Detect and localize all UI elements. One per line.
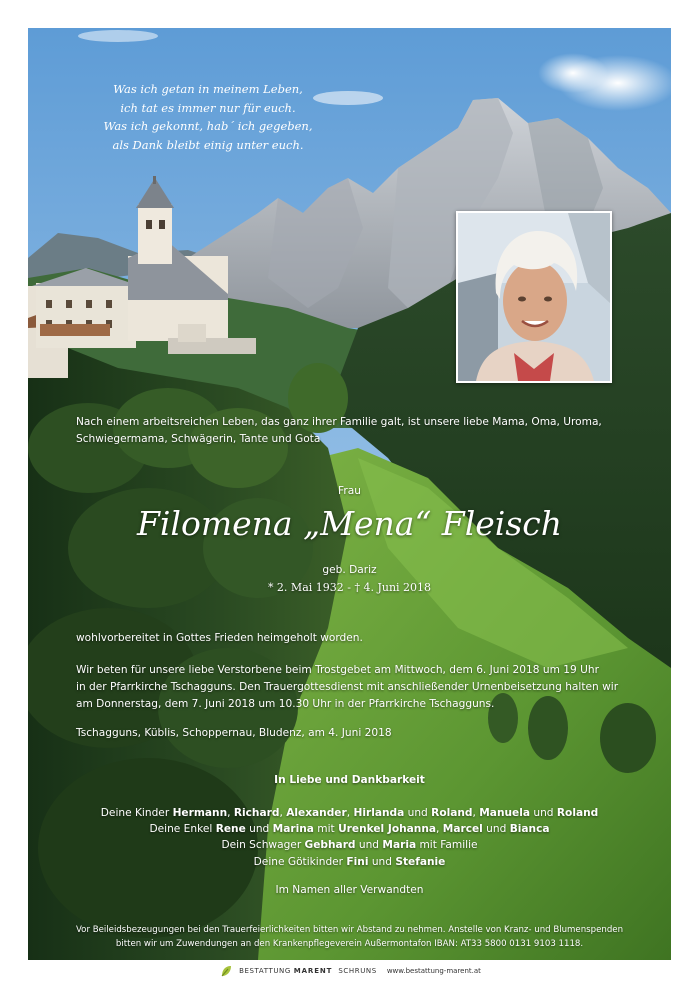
poem-line: Was ich getan in meinem Leben,: [113, 82, 303, 96]
life-dates: * 2. Mai 1932 - † 4. Juni 2018: [267, 581, 432, 594]
obituary-card: [28, 28, 671, 960]
funeral-home-footer: [0, 962, 700, 980]
place-and-date: Tschagguns, Küblis, Schoppernau, Bludenz, am 4. Juni 2018: [76, 727, 392, 739]
godchildren-line: Deine Götikinder Fini und Stefanie: [253, 855, 446, 868]
children-line: Deine Kinder Hermann, Richard, Alexander, Hirlanda und Roland, Manuela und Roland: [100, 807, 599, 819]
leaf-logo-icon: [219, 964, 233, 978]
brand-name: BESTATTUNG MARENT: [239, 967, 333, 975]
grandchildren-line: Deine Enkel Rene und Marina mit Urenkel Johanna, Marcel und Bianca: [149, 823, 550, 836]
portrait-photo: [456, 211, 612, 383]
closing-line: Im Namen aller Verwandten: [275, 884, 424, 896]
service-line: Wir beten für unsere liebe Verstorbene beim Trostgebet am Mittwoch, dem 6. Juni 2018 um 19 Uhr: [76, 664, 599, 676]
heimgeholt-text: wohlvorbereitet in Gottes Frieden heimgeholt worden.: [76, 632, 363, 644]
service-line: am Donnerstag, dem 7. Juni 2018 um 10.30 Uhr in der Pfarrkirche Tschagguns.: [76, 698, 495, 710]
intro-text: Nach einem arbeitsreichen Leben, das ganz ihrer Familie galt, ist unsere liebe Mama, Oma, Uroma, Schwiegermama, Schwägerin, Tante und Gota: [76, 416, 602, 445]
family-mourners: [28, 805, 671, 870]
service-line: in der Pfarrkirche Tschagguns. Den Trauergottesdienst mit anschließender Urnenbeisetzung halten wir: [76, 681, 619, 693]
website-link[interactable]: www.bestattung-marent.at: [386, 967, 481, 975]
service-details: [76, 662, 661, 713]
memorial-poem: [88, 80, 328, 154]
donation-note: [28, 924, 671, 951]
note-line: Vor Beileidsbezeugungen bei den Trauerfeierlichkeiten bitten wir Abstand zu nehmen. Anstelle von Kranz- und Blumenspenden: [75, 925, 624, 935]
salutation: Frau: [338, 485, 361, 497]
deceased-name: Filomena „Mena“ Fleisch: [136, 504, 563, 543]
thanks-heading: In Liebe und Dankbarkeit: [274, 774, 425, 786]
brother-in-law-line: Dein Schwager Gebhard und Maria mit Familie: [221, 839, 478, 852]
note-line: bitten wir um Zuwendungen an den Krankenpflegeverein Außermontafon IBAN: AT33 5800 0131 9103 1118.: [115, 938, 584, 949]
poem-line: Was ich gekonnt, hab´ ich gegeben,: [103, 119, 313, 133]
poem-line: als Dank bleibt einig unter euch.: [112, 137, 304, 152]
birth-name: geb. Dariz: [322, 564, 377, 576]
portrait-illustration: [458, 213, 610, 381]
brand-place: SCHRUNS: [338, 967, 377, 975]
poem-line: ich tat es immer nur für euch.: [120, 100, 296, 115]
